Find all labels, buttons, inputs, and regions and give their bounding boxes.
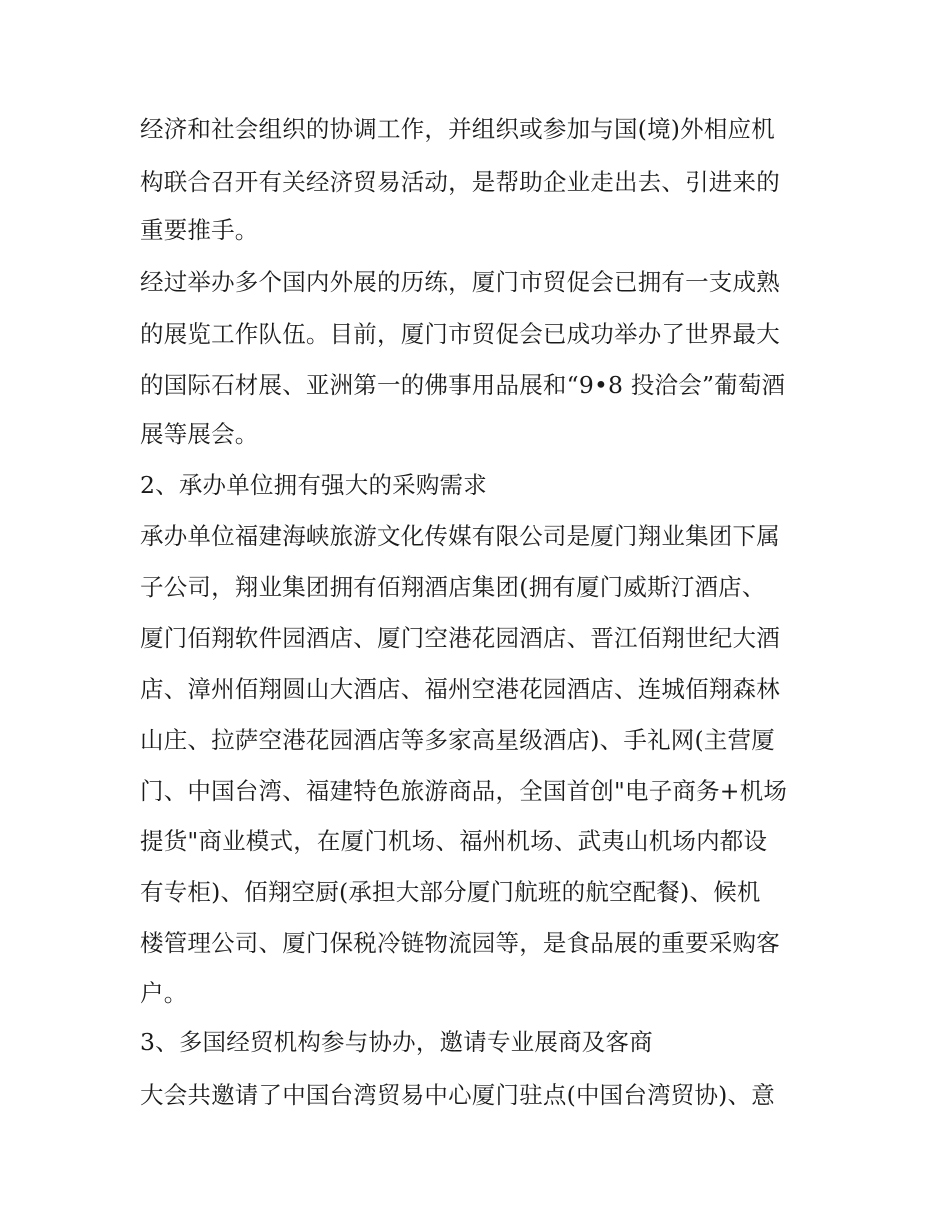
text-line: 楼管理公司、厦门保税冷链物流园等，是食品展的重要采购客 [140,929,780,957]
text-line: 经济和社会组织的协调工作，并组织或参加与国(境)外相应机 [140,115,775,143]
text-line: 的国际石材展、亚洲第一的佛事用品展和“9•8 投洽会”葡萄酒 [140,371,786,399]
text-line: 子公司，翔业集团拥有佰翔酒店集团(拥有厦门威斯汀酒店、 [140,573,766,601]
text-line: 山庄、拉萨空港花园酒店等多家高星级酒店)、手礼网(主营厦 [140,726,775,754]
text-line: 门、中国台湾、福建特色旅游商品，全国首创"电子商务+机场 [140,777,788,805]
text-line: 经过举办多个国内外展的历练，厦门市贸促会已拥有一支成熟 [140,268,780,296]
text-line: 大会共邀请了中国台湾贸易中心厦门驻点(中国台湾贸协)、意 [140,1081,775,1109]
text-line: 有专柜)、佰翔空厨(承担大部分厦门航班的航空配餐)、候机 [140,878,761,906]
text-line: 户。 [140,979,188,1007]
section-heading: 2、承办单位拥有强大的采购需求 [140,471,487,499]
text-line: 提货"商业模式，在厦门机场、福州机场、武夷山机场内都设 [140,827,768,855]
text-line: 构联合召开有关经济贸易活动，是帮助企业走出去、引进来的 [140,168,780,196]
text-line: 承办单位福建海峡旅游文化传媒有限公司是厦门翔业集团下属 [140,522,780,550]
text-line: 展等展会。 [140,420,259,448]
section-heading: 3、多国经贸机构参与协办，邀请专业展商及客商 [140,1028,653,1056]
text-line: 店、漳州佰翔圆山大酒店、福州空港花园酒店、连城佰翔森林 [140,675,780,703]
text-line: 的展览工作队伍。目前，厦门市贸促会已成功举办了世界最大 [140,320,780,348]
text-line: 厦门佰翔软件园酒店、厦门空港花园酒店、晋江佰翔世纪大酒 [140,624,780,652]
text-line: 重要推手。 [140,216,259,244]
